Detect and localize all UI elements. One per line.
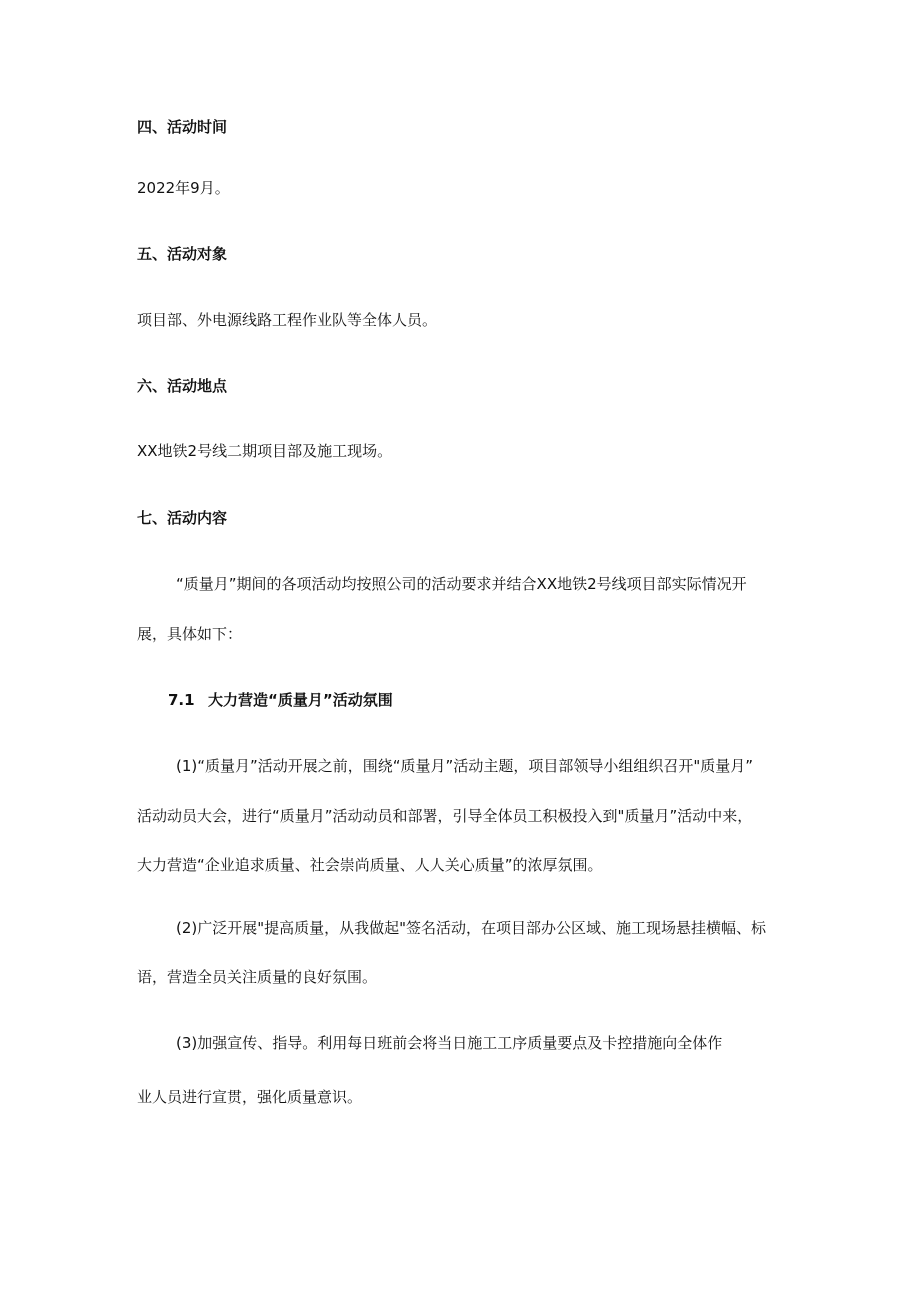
section-5-title: 五、活动对象	[137, 245, 228, 263]
subsection-7-1-number: 7.1	[168, 691, 195, 709]
item-1-line-1: (1)“质量月”活动开展之前，围绕“质量月”活动主题，项目部领导小组组织召开"质量月”	[176, 757, 754, 775]
section-6-title: 六、活动地点	[137, 377, 228, 395]
section-5-body: 项目部、外电源线路工程作业队等全体人员。	[137, 311, 438, 329]
item-1-line-2: 活动动员大会，进行“质量月”活动动员和部署，引导全体员工积极投入到"质量月”活动中来，	[137, 807, 753, 825]
section-7-title: 七、活动内容	[137, 509, 228, 527]
subsection-7-1-title: 大力营造“质量月”活动氛围	[208, 691, 393, 709]
item-2-line-2: 语，营造全员关注质量的良好氛围。	[137, 968, 378, 986]
section-7-intro-line-1: “质量月”期间的各项活动均按照公司的活动要求并结合XX地铁2号线项目部实际情况开	[176, 575, 747, 593]
item-2-line-1: (2)广泛开展"提高质量，从我做起"签名活动，在项目部办公区域、施工现场悬挂横幅、标	[176, 919, 767, 937]
section-7-intro-line-2: 展，具体如下：	[137, 625, 243, 643]
item-3-line-1: (3)加强宣传、指导。利用每日班前会将当日施工工序质量要点及卡控措施向全体作	[176, 1034, 723, 1052]
section-4-body: 2022年9月。	[137, 179, 230, 197]
section-4-title: 四、活动时间	[137, 118, 228, 136]
section-6-body: XX地铁2号线二期项目部及施工现场。	[137, 442, 393, 460]
item-1-line-3: 大力营造“企业追求质量、社会崇尚质量、人人关心质量”的浓厚氛围。	[137, 856, 603, 874]
item-3-line-2: 业人员进行宣贯，强化质量意识。	[137, 1088, 363, 1106]
